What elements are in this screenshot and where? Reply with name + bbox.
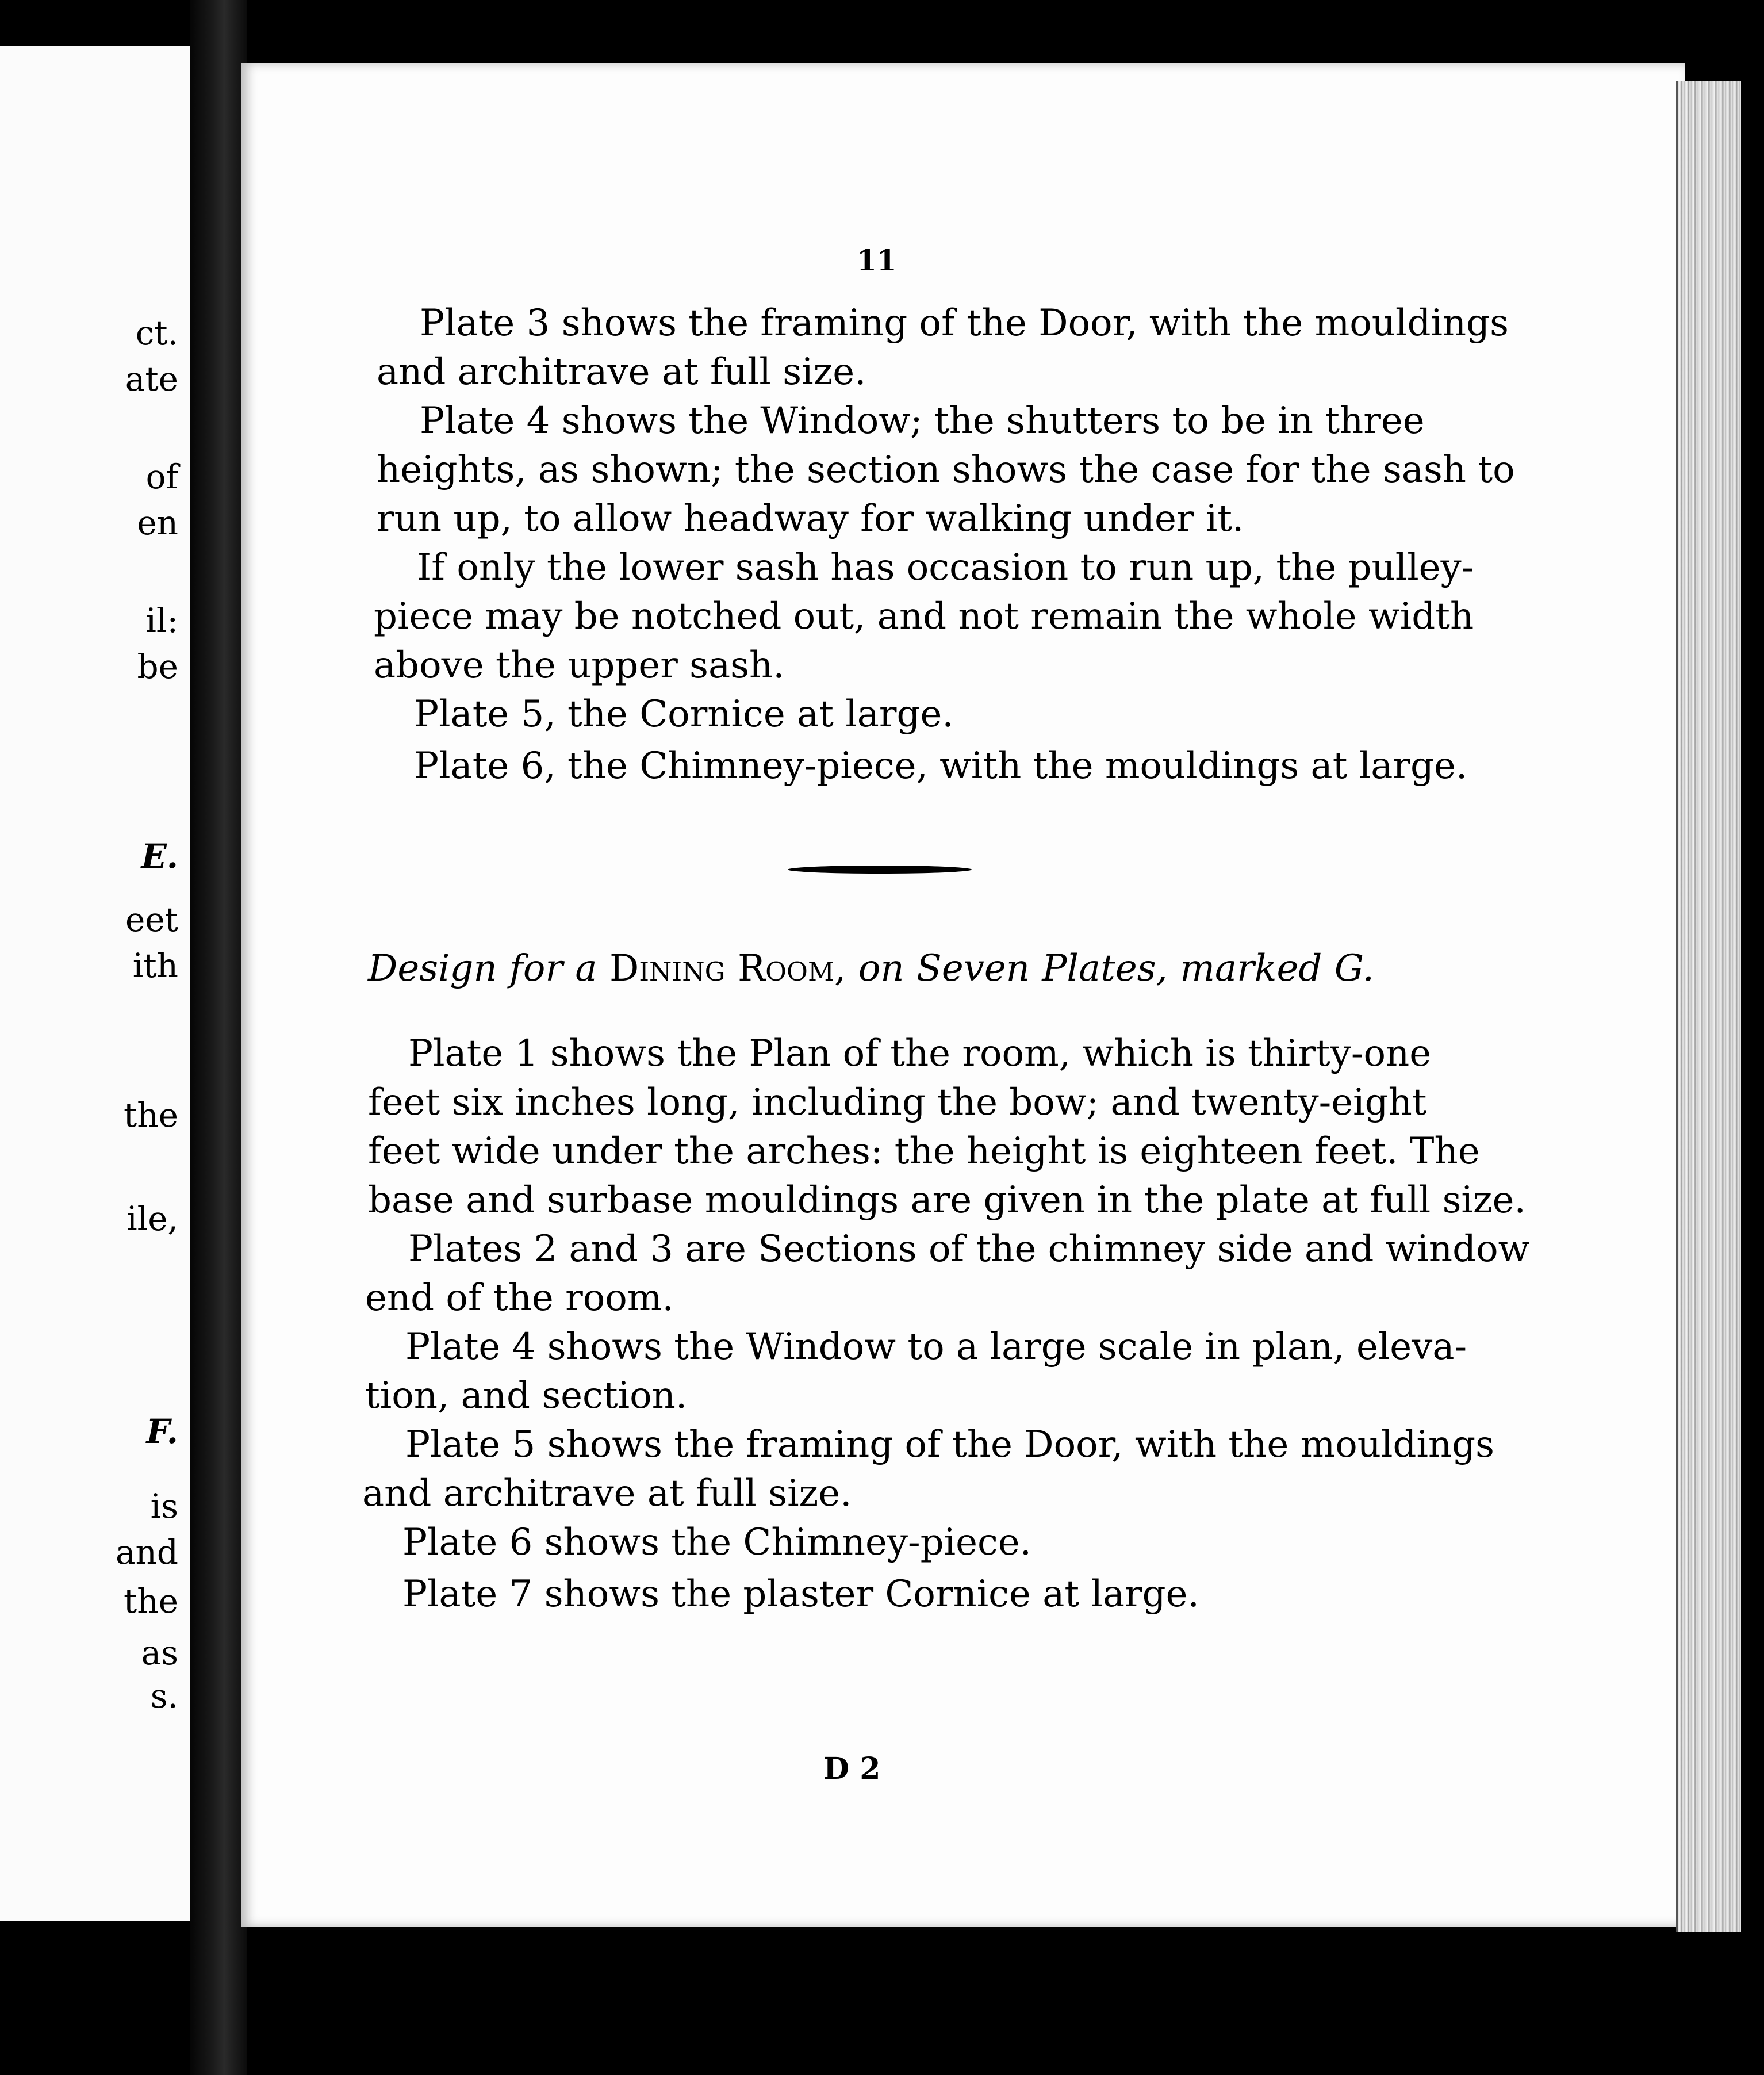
text-line: Plate 5, the Cornice at large. [414,693,954,736]
text-line: Plates 2 and 3 are Sections of the chimney side and window [408,1228,1530,1270]
text-line: Plate 7 shows the plaster Cornice at large. [402,1573,1199,1615]
left-fragment-line: il: [145,601,178,640]
section-divider [788,866,972,874]
text-line: piece may be notched out, and not remain the whole width [374,595,1474,638]
left-fragment-line: F. [146,1412,178,1451]
left-fragment-line: ith [132,946,178,985]
heading-part-2: Dining Room, [609,947,846,990]
text-line: run up, to allow headway for walking under it. [377,497,1244,540]
left-fragment-line: en [137,503,178,542]
left-fragment-line: eet [125,900,178,939]
text-line: Plate 3 shows the framing of the Door, with the mouldings [420,302,1509,344]
text-line: base and surbase mouldings are given in the plate at full size. [368,1179,1526,1222]
text-line: Plate 4 shows the Window; the shutters to be in three [420,400,1425,442]
left-fragment-line: ct. [135,313,178,353]
left-fragment-line: the [124,1096,178,1135]
text-line: Plate 4 shows the Window to a large scale in plan, eleva- [405,1326,1467,1368]
text-line: Plate 5 shows the framing of the Door, with the mouldings [405,1423,1494,1466]
left-fragment-line: ate [125,359,178,399]
text-line: Plate 6 shows the Chimney-piece. [402,1521,1031,1564]
left-fragment-line: the [124,1582,178,1621]
text-line: feet six inches long, including the bow; and twenty-eight [368,1081,1427,1124]
left-fragment-line: E. [141,837,178,876]
page-block-edge [1676,81,1741,1932]
text-line: and architrave at full size. [377,351,866,393]
left-fragment-line: be [137,647,178,686]
book-gutter [190,0,247,2075]
page-number: 11 [857,243,897,277]
signature-mark: D 2 [823,1751,881,1786]
text-line: Plate 1 shows the Plan of the room, which is thirty-one [408,1032,1432,1075]
left-fragment-line: is [150,1487,178,1526]
left-fragment-line: s. [150,1676,178,1716]
text-line: Plate 6, the Chimney-piece, with the mouldings at large. [414,745,1468,787]
text-line: If only the lower sash has occasion to run up, the pulley- [417,546,1474,589]
text-line: feet wide under the arches: the height is eighteen feet. The [368,1130,1480,1173]
text-line: end of the room. [365,1277,674,1319]
section-heading [368,947,1374,990]
text-line: and architrave at full size. [362,1472,852,1515]
text-line: heights, as shown; the section shows the case for the sash to [377,449,1515,491]
text-line: above the upper sash. [374,644,785,687]
left-page-fragment [0,46,190,1921]
left-fragment-line: ile, [126,1199,178,1238]
left-fragment-line: as [141,1633,178,1672]
heading-part-3: on Seven Plates, marked G. [858,947,1374,990]
heading-part-1: Design for a [368,947,597,990]
left-fragment-line: and [115,1533,178,1572]
text-line: tion, and section. [365,1375,688,1417]
left-fragment-line: of [145,457,178,496]
